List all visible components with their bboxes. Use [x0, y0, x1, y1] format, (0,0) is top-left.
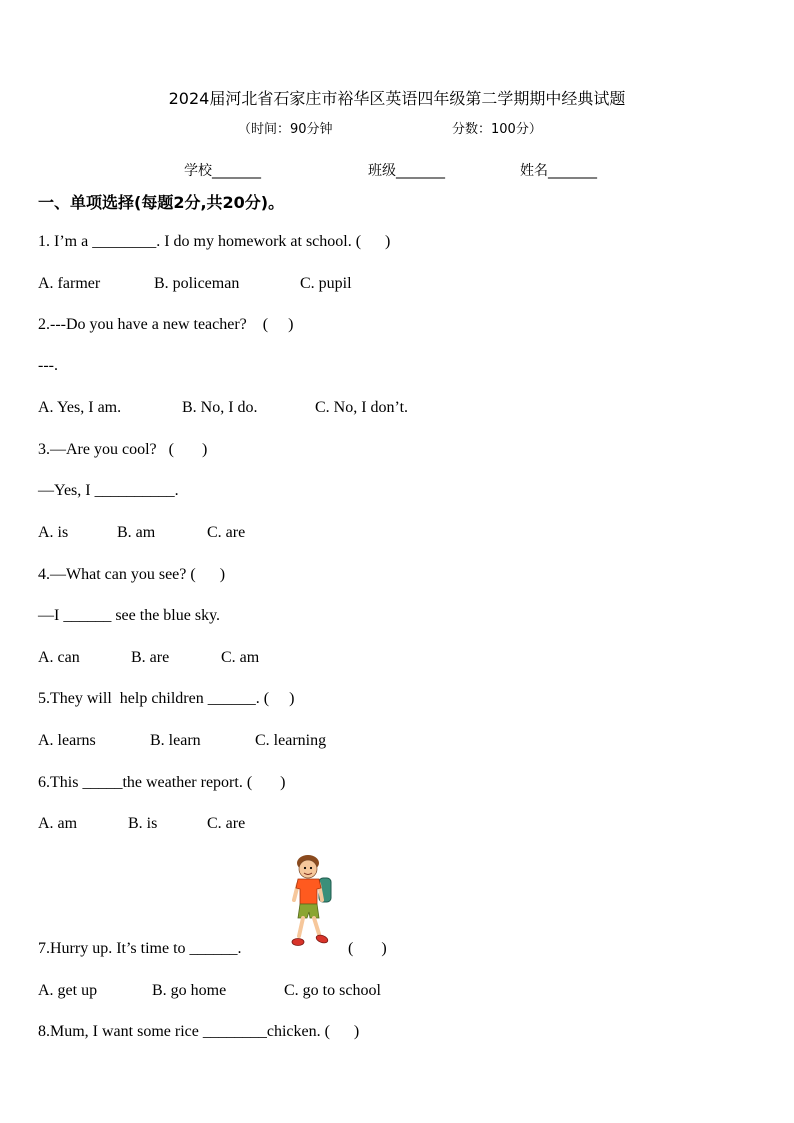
- question-7-option-b: B. go home: [152, 982, 227, 999]
- question-2-answer-line: ---.: [38, 357, 58, 374]
- question-4-stem: 4.—What can you see? ( ): [38, 566, 226, 583]
- question-7-paren: ( ): [348, 940, 387, 957]
- shirt-shape: [296, 879, 321, 904]
- question-7-option-a: A. get up: [38, 982, 98, 999]
- name-field: 姓名_______: [520, 163, 597, 179]
- question-4-option-b: B. are: [131, 649, 170, 666]
- question-1-option-a: A. farmer: [38, 275, 101, 292]
- question-2-stem: 2.---Do you have a new teacher? ( ): [38, 316, 294, 333]
- question-3-stem: 3.—Are you cool? ( ): [38, 441, 208, 458]
- question-1-option-b: B. policeman: [154, 275, 240, 292]
- question-6-stem: 6.This _____the weather report. ( ): [38, 774, 286, 791]
- question-3-option-b: B. am: [117, 524, 156, 541]
- question-1-option-c: C. pupil: [300, 275, 352, 292]
- class-field: 班级_______: [368, 163, 445, 179]
- page-title: 2024届河北省石家庄市裕华区英语四年级第二学期期中经典试题: [168, 89, 626, 108]
- exam-time: （时间：90分钟: [238, 122, 333, 137]
- question-3-option-c: C. are: [207, 524, 246, 541]
- question-6-option-a: A. am: [38, 815, 78, 832]
- exam-score: 分数：100分）: [452, 122, 542, 137]
- face-shape: [299, 860, 317, 878]
- question-7-option-c: C. go to school: [284, 982, 381, 999]
- question-3-answer-line: —Yes, I __________.: [38, 482, 179, 499]
- school-field: 学校_______: [184, 163, 261, 179]
- boy-with-backpack-illustration: [286, 854, 336, 950]
- question-3-option-a: A. is: [38, 524, 69, 541]
- question-6-option-c: C. are: [207, 815, 246, 832]
- question-4-option-a: A. can: [38, 649, 80, 666]
- question-2-option-b: B. No, I do.: [182, 399, 258, 416]
- question-8-stem: 8.Mum, I want some rice ________chicken. ( ): [38, 1023, 360, 1040]
- question-7-stem: 7.Hurry up. It’s time to ______.: [38, 940, 242, 957]
- shorts-shape: [298, 904, 319, 918]
- question-4-answer-line: —I ______ see the blue sky.: [38, 607, 221, 624]
- question-5-option-b: B. learn: [150, 732, 201, 749]
- question-5-stem: 5.They will help children ______. ( ): [38, 690, 295, 707]
- section-heading: 一、单项选择(每题2分,共20分)。: [38, 193, 285, 212]
- question-2-option-a: A. Yes, I am.: [38, 399, 122, 416]
- question-1-stem: 1. I’m a ________. I do my homework at school. ( ): [38, 233, 391, 250]
- question-2-option-c: C. No, I don’t.: [315, 399, 409, 416]
- question-6-option-b: B. is: [128, 815, 158, 832]
- question-5-option-c: C. learning: [255, 732, 327, 749]
- question-5-option-a: A. learns: [38, 732, 96, 749]
- question-4-option-c: C. am: [221, 649, 260, 666]
